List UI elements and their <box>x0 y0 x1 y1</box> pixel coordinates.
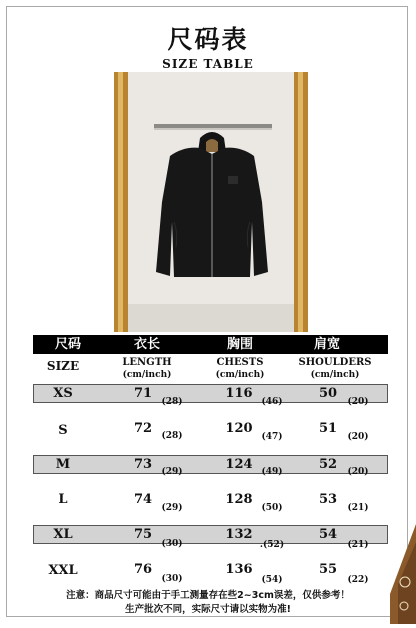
shoulder-inch: (20) <box>347 467 369 477</box>
shoulder-inch: (20) <box>347 432 369 442</box>
size-label: L <box>58 492 68 507</box>
size-label: XXL <box>48 563 78 578</box>
subheader-shoulder-unit: (cm/inch) <box>310 370 360 380</box>
chest-value: 128 <box>225 492 253 507</box>
note-line-2: 生产批次不同，实际尺寸请以实物为准! <box>125 604 291 615</box>
length-inch: (30) <box>161 574 183 584</box>
length-value: 71 <box>133 386 153 401</box>
chest-inch: (47) <box>261 432 283 442</box>
chest-inch: (54) <box>261 575 283 585</box>
length-inch: (28) <box>161 397 183 407</box>
size-label: XL <box>53 527 73 542</box>
subheader-length-unit: (cm/inch) <box>122 370 172 380</box>
length-value: 76 <box>133 562 153 577</box>
shoulder-value: 51 <box>318 421 338 436</box>
length-value: 75 <box>133 527 153 542</box>
chest-inch: (49) <box>261 467 283 477</box>
length-value: 73 <box>133 457 153 472</box>
chest-value: 132 <box>225 527 253 542</box>
length-inch: (29) <box>161 467 183 477</box>
length-value: 74 <box>133 492 153 507</box>
subheader-size: SIZE <box>46 359 80 373</box>
size-label: XS <box>53 386 73 401</box>
length-inch: (29) <box>161 503 183 513</box>
page-title: 尺码表 <box>167 25 249 54</box>
shoulder-value: 50 <box>318 386 338 401</box>
header-shoulder: 肩宽 <box>313 337 340 352</box>
page-subtitle: SIZE TABLE <box>162 57 254 71</box>
header-size: 尺码 <box>54 337 81 352</box>
shoulder-value: 54 <box>318 527 338 542</box>
length-inch: (30) <box>161 539 183 549</box>
subheader-shoulder: SHOULDERS <box>298 357 372 368</box>
shoulder-inch: (22) <box>347 575 369 585</box>
chest-value: 120 <box>225 421 253 436</box>
chest-value: 136 <box>225 562 253 577</box>
note-line-1: 注意：商品尺寸可能由于手工测量存在些2~3cm误差，仅供参考！ <box>66 590 350 601</box>
size-label: S <box>58 423 68 438</box>
length-inch: (28) <box>161 431 183 441</box>
size-label: M <box>55 457 71 472</box>
chest-value: 116 <box>225 386 253 401</box>
length-value: 72 <box>133 421 153 436</box>
subheader-chest-unit: (cm/inch) <box>215 370 265 380</box>
shoulder-value: 52 <box>318 457 338 472</box>
chest-inch: (50) <box>261 503 283 513</box>
header-length: 衣长 <box>133 337 160 352</box>
shoulder-value: 53 <box>318 492 338 507</box>
chest-inch: .(52) <box>259 540 285 550</box>
product-photo <box>114 72 308 332</box>
shoulder-inch: (21) <box>347 503 369 513</box>
brand-ribbon-decoration <box>390 524 416 624</box>
subheader-chest: CHESTS <box>216 357 264 368</box>
header-chest: 胸围 <box>226 337 253 352</box>
chest-inch: (46) <box>261 397 283 407</box>
subheader-length: LENGTH <box>122 357 172 368</box>
shoulder-inch: (21) <box>347 540 369 550</box>
shoulder-value: 55 <box>318 562 338 577</box>
shoulder-inch: (20) <box>347 397 369 407</box>
chest-value: 124 <box>225 457 253 472</box>
